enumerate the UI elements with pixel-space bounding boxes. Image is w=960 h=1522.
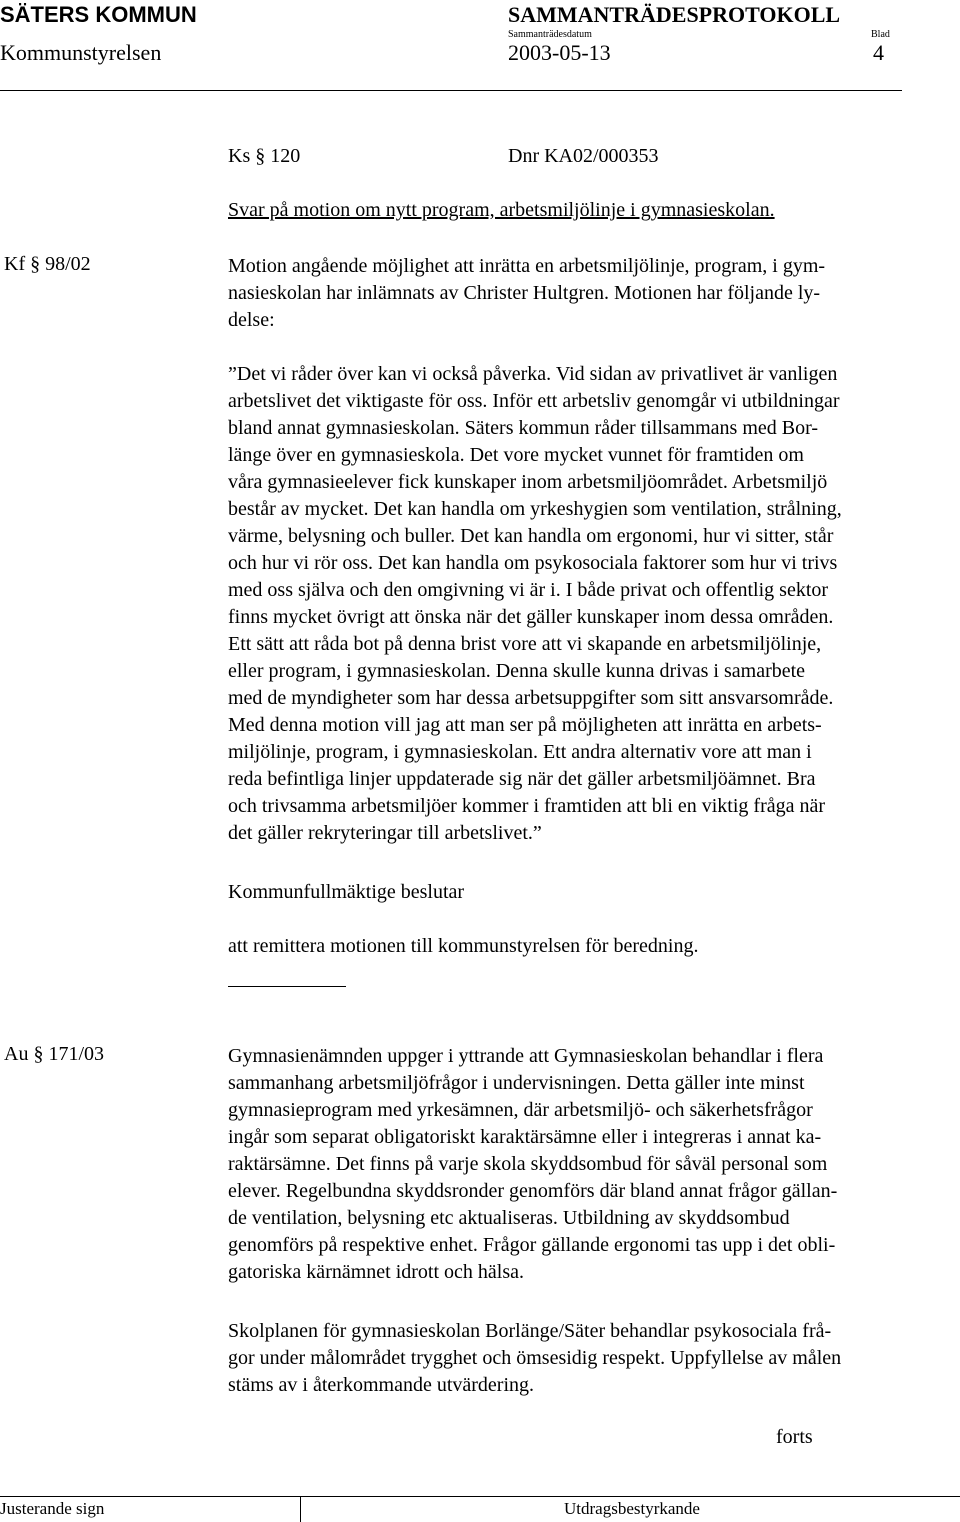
signature-label: Justerande sign: [0, 1499, 105, 1518]
date-label: Sammanträdesdatum: [508, 29, 592, 40]
footer-rule: [0, 1496, 960, 1497]
continued-marker: forts: [776, 1426, 813, 1448]
document-type: SAMMANTRÄDESPROTOKOLL: [508, 2, 841, 27]
organization-name: SÄTERS KOMMUN: [0, 2, 197, 27]
motion-quote: ”Det vi råder över kan vi också påverka. Vid sidan av privatlivet är vanligen arbetslivet det viktigaste för oss. Inför ett arbetsliv genomgår vi utbildningar bland annat gymnasieskolan. Säters kommun råder tillsammans med Bor- länge över en gymnasieskola. Det vore mycket vunnet för framtiden om våra gymnasieelever fick kunskaper inom arbetsmiljöområdet. Arbetsmiljö består av mycket. Det kan handla om yrkeshygien som ventilation, strålning, värme, belysning och buller. Det kan handla om ergonomi, hur vi sitter, står och hur vi rör oss. Det kan handla om psykosociala faktorer som hur vi trivs med oss själva och den omgivning vi är i. I både privat och offentlig sektor finns mycket övrigt att önska när det gäller kunskaper inom dessa områden. Ett sätt att råda bot på denna brist vore att vi skapande en arbetsmiljölinje, eller program, i gymnasieskolan. Denna skulle kunna drivas i samarbete med de myndigheter som har dessa arbetsuppgifter som sitt ansvarsområde. Med denna motion vill jag att man ser på möjligheten att inrätta en arbets- miljölinje, program, i gymnasieskolan. Ett andra alternativ vore att man i reda befintliga linjer uppdaterade sig när det gäller arbetsmiljöämnet. Bra och trivsamma arbetsmiljöer kommer i framtiden att bli en viktig fråga när det gäller rekryteringar till arbetslivet.”: [228, 363, 842, 844]
meeting-date: 2003-05-13: [508, 40, 611, 65]
decision-heading: Kommunfullmäktige beslutar: [228, 881, 465, 903]
department: Kommunstyrelsen: [0, 40, 162, 65]
motion-intro: Motion angående möjlighet att inrätta en arbetsmiljölinje, program, i gym- nasieskolan har inlämnats av Christer Hultgren. Motionen har följande ly- delse:: [228, 255, 826, 331]
footer-divider: [300, 1496, 301, 1522]
dnr-number: Dnr KA02/000353: [508, 145, 659, 167]
section-title: Svar på motion om nytt program, arbetsmiljölinje i gymnasieskolan.: [228, 199, 775, 221]
ks-number: Ks § 120: [228, 145, 301, 167]
header-rule: [0, 90, 902, 91]
page-number: 4: [873, 40, 884, 65]
section-divider: [228, 986, 346, 987]
page-label: Blad: [871, 29, 890, 40]
extract-certification-label: Utdragsbestyrkande: [564, 1499, 700, 1518]
kf-reference: Kf § 98/02: [4, 253, 91, 275]
au-reference: Au § 171/03: [4, 1043, 104, 1065]
au-paragraph-2: Skolplanen för gymnasieskolan Borlänge/Säter behandlar psykosociala frå- gor under målområdet trygghet och ömsesidig respekt. Uppfyllelse av målen stäms av i återkommande utvärdering.: [228, 1320, 842, 1396]
decision-text: att remittera motionen till kommunstyrelsen för beredning.: [228, 935, 699, 957]
au-paragraph-1: Gymnasienämnden uppger i yttrande att Gymnasieskolan behandlar i flera sammanhang arbetsmiljöfrågor i undervisningen. Detta gäller inte minst gymnasieprogram med yrkesämnen, där arbetsmiljö- och säkerhetsfrågor ingår som separat obligatoriskt karaktärsämne eller i integreras i annat ka- raktärsämne. Det finns på varje skola skyddsombud för såväl personal som elever. Regelbundna skyddsronder genomförs där bland annat frågor gällan- de ventilation, belysning etc aktualiseras. Utbildning av skyddsombud genomförs på respektive enhet. Frågor gällande ergonomi tas upp i det obli- gatoriska kärnämnet idrott och hälsa.: [228, 1045, 838, 1283]
